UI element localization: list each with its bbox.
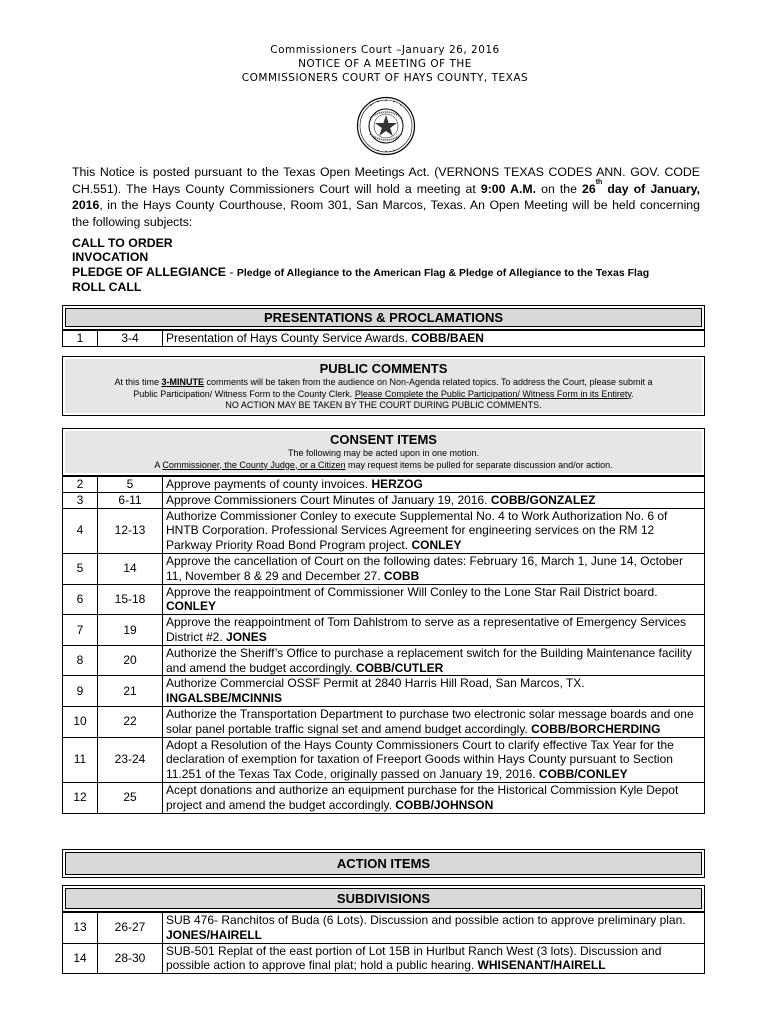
item-pages: 15-18	[98, 584, 163, 615]
pledge-label: PLEDGE OF ALLEGIANCE	[72, 265, 226, 279]
item-number: 1	[63, 331, 98, 347]
consent-line: The following may be acted upon in one motion.	[287, 448, 480, 458]
item-pages: 21	[98, 676, 163, 707]
item-sponsor: JONES	[226, 629, 267, 644]
item-sponsor: CONLEY	[166, 599, 217, 614]
item-description	[163, 913, 705, 944]
item-sponsor: COBB/JOHNSON	[395, 797, 494, 812]
item-number: 12	[63, 782, 98, 813]
table-row	[63, 913, 705, 944]
comments-limit: 3-MINUTE	[161, 377, 204, 387]
subdivisions-section-header	[62, 885, 705, 912]
table-row	[63, 477, 705, 493]
table-row	[63, 737, 705, 782]
item-text: SUB 476- Ranchitos of Buda (6 Lots). Discussion and possible action to approve preliminary plan.	[166, 913, 686, 927]
item-text: Authorize Commissioner Conley to execute Supplemental No. 4 to Work Authorization No. 6 of HNTB Corporation. Professional Services Agreement for engineering services on the RM 12 Parkway Priority Road Bond Program project.	[166, 508, 668, 553]
item-pages: 25	[98, 782, 163, 813]
court-heading: COMMISSIONERS COURT OF HAYS COUNTY, TEXAS	[241, 72, 529, 84]
item-description	[163, 584, 705, 615]
intro-text: on the	[536, 181, 583, 196]
table-row	[63, 943, 705, 974]
item-sponsor: HERZOG	[371, 477, 423, 491]
item-sponsor: WHISENANT/HAIRELL	[477, 958, 606, 973]
item-pages: 23-24	[98, 737, 163, 782]
item-text: Adopt a Resolution of the Hays County Commissioners Court to clarify effective Tax Year for the declaration of exemption for taxation of Freeport Goods within Hays County pursuant to Section 11.251 of the Texas Tax Code, originally passed on January 19, 2016.	[166, 737, 674, 782]
item-sponsor: COBB/CUTLER	[355, 660, 444, 675]
presentations-section-header	[62, 305, 705, 330]
subdivisions-table	[62, 912, 705, 974]
item-description	[163, 676, 705, 707]
item-text: Presentation of Hays County Service Awards.	[166, 331, 412, 345]
item-text: Approve the cancellation of Court on the following dates: February 16, March 1, June 14, October 11, November 8 & 29 and December 27.	[166, 553, 683, 583]
item-description	[163, 782, 705, 813]
comments-no-action: NO ACTION MAY BE TAKEN BY THE COURT DURING PUBLIC COMMENTS.	[225, 400, 542, 410]
pledge-separator: -	[225, 265, 237, 279]
public-comments-section	[62, 356, 705, 416]
item-text: Authorize the Sheriff’s Office to purchase a replacement switch for the Building Maintenance facility and amend the budget accordingly.	[166, 645, 692, 675]
item-number: 4	[63, 508, 98, 553]
table-row	[63, 645, 705, 676]
consent-line: may request items be pulled for separate discussion and/or action.	[345, 459, 613, 470]
intro-text: day of	[602, 181, 651, 196]
item-pages: 22	[98, 706, 163, 737]
item-description	[163, 615, 705, 646]
item-number: 6	[63, 584, 98, 615]
item-description	[163, 492, 705, 508]
intro-text: , in the Hays County Courthouse, Room 301, San Marcos, Texas. An Open Meeting will be held concerning the following subjects:	[72, 198, 700, 229]
notice-paragraph	[72, 164, 700, 230]
item-pages: 6-11	[98, 492, 163, 508]
item-number: 8	[63, 645, 98, 676]
item-number: 3	[63, 492, 98, 508]
consent-who: Commissioner, the County Judge, or a Citizen	[162, 459, 346, 470]
item-text: Acept donations and authorize an equipment purchase for the Historical Commission Kyle Depot project and amend the budget accordingly.	[166, 782, 679, 812]
item-description	[163, 645, 705, 676]
consent-section-header	[62, 428, 705, 476]
item-pages: 19	[98, 615, 163, 646]
pledge-of-allegiance	[72, 265, 649, 280]
consent-line: A	[154, 459, 163, 470]
item-sponsor: INGALSBE/MCINNIS	[166, 691, 283, 706]
item-description	[163, 508, 705, 553]
item-text: Authorize the Transportation Department to purchase two electronic solar message boards and one solar panel portable traffic signal set and amend budget accordingly.	[166, 706, 694, 736]
item-sponsor: CONLEY	[411, 538, 462, 553]
meeting-month-year: January, 2016	[72, 181, 700, 212]
item-description	[163, 737, 705, 782]
item-pages: 28-30	[98, 943, 163, 974]
item-sponsor: COBB/GONZALEZ	[490, 492, 596, 507]
consent-title: CONSENT ITEMS	[330, 432, 437, 447]
item-number: 7	[63, 615, 98, 646]
action-items-title: ACTION ITEMS	[65, 852, 702, 875]
hays-county-seal-icon	[356, 96, 416, 156]
table-row	[63, 706, 705, 737]
subdivisions-title: SUBDIVISIONS	[65, 888, 702, 909]
item-text: SUB-501 Replat of the east portion of Lot 15B in Hurlbut Ranch West (3 lots). Discussion and possible action to approve final plat; hold a public hearing.	[166, 943, 662, 973]
item-pages: 26-27	[98, 913, 163, 944]
item-number: 13	[63, 913, 98, 944]
meeting-date-heading: Commissioners Court –January 26, 2016	[270, 44, 500, 56]
table-row	[63, 782, 705, 813]
table-row	[63, 508, 705, 553]
item-sponsor: COBB/BORCHERDING	[531, 721, 661, 736]
public-comments-text	[63, 377, 704, 412]
notice-heading: NOTICE OF A MEETING OF THE	[298, 58, 472, 70]
comments-instruction: Please Complete the Public Participation/ Witness Form in its Entirety	[354, 388, 632, 399]
roll-call: ROLL CALL	[72, 280, 142, 294]
action-items-section-header	[62, 849, 705, 878]
comments-text: Public Participation/ Witness Form to the County Clerk.	[133, 388, 355, 399]
intro-text: This Notice is posted pursuant to the Texas Open Meetings Act. (VERNONS TEXAS CODES ANN. GOV. CODE CH.551). The Hays County Commissioners Court will hold a meeting at	[72, 165, 700, 196]
presentations-table	[62, 330, 705, 347]
meeting-day	[582, 178, 603, 196]
item-description	[163, 553, 705, 584]
pledge-detail: Pledge of Allegiance to the American Flag & Pledge of Allegiance to the Texas Flag	[236, 267, 650, 279]
public-comments-title: PUBLIC COMMENTS	[319, 361, 448, 376]
item-description	[163, 477, 705, 493]
comments-text: At this time	[114, 377, 162, 387]
item-text: Approve payments of county invoices.	[166, 477, 372, 491]
invocation: INVOCATION	[72, 250, 149, 264]
meeting-day-number: 26	[582, 181, 596, 196]
table-row	[63, 676, 705, 707]
table-row	[63, 492, 705, 508]
item-pages: 20	[98, 645, 163, 676]
item-description	[163, 331, 705, 347]
item-sponsor: COBB	[383, 568, 420, 583]
item-text: Approve the reappointment of Commissioner Will Conley to the Lone Star Rail District board.	[166, 584, 658, 599]
item-pages: 3-4	[98, 331, 163, 347]
call-to-order: CALL TO ORDER	[72, 236, 173, 250]
item-text: Authorize Commercial OSSF Permit at 2840 Harris Hill Road, San Marcos, TX.	[166, 676, 585, 691]
item-number: 11	[63, 737, 98, 782]
item-number: 2	[63, 477, 98, 493]
item-description	[163, 706, 705, 737]
table-row	[63, 615, 705, 646]
consent-table	[62, 476, 705, 814]
item-pages: 12-13	[98, 508, 163, 553]
item-sponsor: COBB/BAEN	[411, 331, 484, 345]
table-row	[63, 584, 705, 615]
item-number: 10	[63, 706, 98, 737]
item-pages: 14	[98, 553, 163, 584]
item-sponsor: JONES/HAIRELL	[166, 927, 263, 942]
item-sponsor: COBB/CONLEY	[538, 767, 628, 782]
item-number: 14	[63, 943, 98, 974]
item-number: 9	[63, 676, 98, 707]
item-pages: 5	[98, 477, 163, 493]
comments-text: .	[631, 388, 634, 399]
item-text: Approve Commissioners Court Minutes of January 19, 2016.	[166, 492, 491, 507]
item-description	[163, 943, 705, 974]
ordinal-suffix: th	[595, 178, 603, 186]
meeting-time: 9:00 A.M.	[480, 181, 537, 196]
presentations-title: PRESENTATIONS & PROCLAMATIONS	[65, 308, 702, 327]
item-number: 5	[63, 553, 98, 584]
table-row	[63, 331, 705, 347]
item-text: Approve the reappointment of Tom Dahlstrom to serve as a representative of Emergency Services District #2.	[166, 615, 687, 644]
comments-text: comments will be taken from the audience on Non-Agenda related topics. To address the Court, please submit a	[203, 377, 653, 387]
consent-text	[63, 448, 704, 471]
table-row	[63, 553, 705, 584]
